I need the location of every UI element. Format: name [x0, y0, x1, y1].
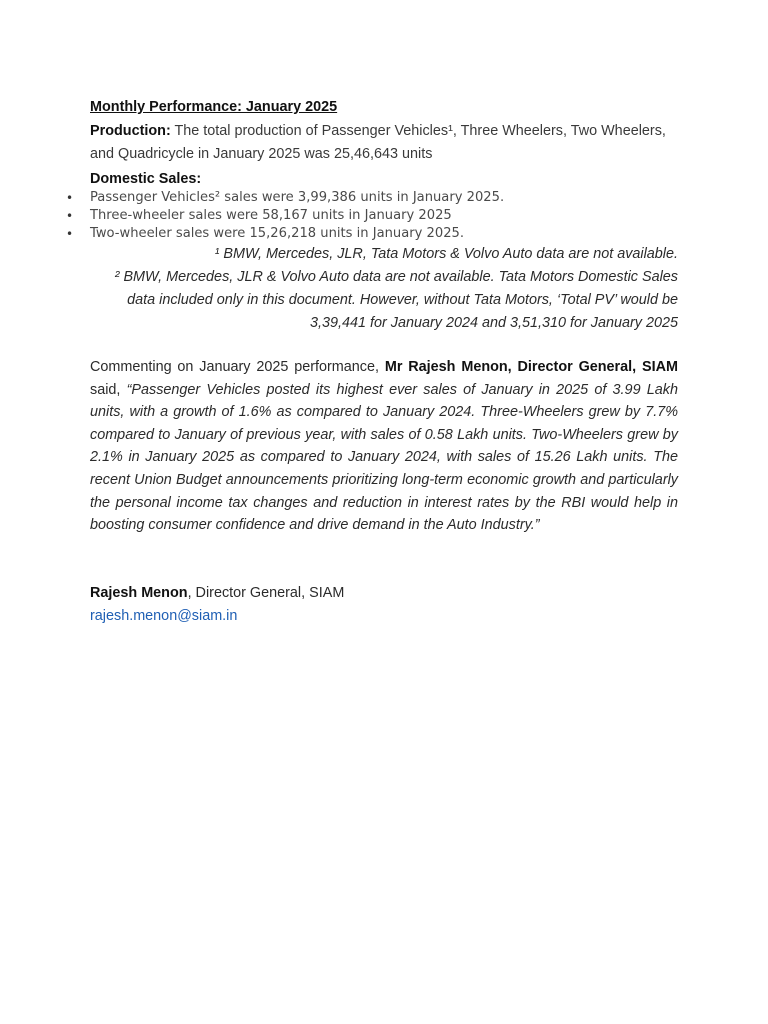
list-item — [66, 225, 678, 243]
section-title: Monthly Performance: January 2025 — [90, 99, 338, 115]
domestic-sales-list — [66, 189, 678, 243]
bullet-icon: • — [66, 191, 74, 205]
list-item-text: Three-wheeler sales were 58,167 units in January 2025 — [90, 208, 452, 223]
domestic-sales-heading: Domestic Sales: — [90, 171, 202, 187]
document-content — [66, 97, 678, 628]
footnote-2: ² BMW, Mercedes, JLR & Volvo Auto data are not available. Tata Motors Domestic Sales data included only in this document. However, without Tata Motors, ‘Total PV’ would be 3,39,441 for January 2024 and 3,51,310 for January 2025 — [114, 269, 678, 331]
list-item — [66, 189, 678, 207]
commentary-quote: “Passenger Vehicles posted its highest ever sales of January in 2025 of 3.99 Lakh units, with a growth of 1.6% as compared to January 2024. Three-Wheelers grew by 7.7% compared to January of previous year, with sales of 0.58 Lakh units. Two-Wheelers grew by 2.1% in January 2025 as compared to January 2024, with sales of 15.26 Lakh units. The recent Union Budget announcements prioritizing long-term economic growth and particularly the personal income tax changes and reduction in interest rates by the RBI would help in boosting consumer confidence and drive demand in the Auto Industry.” — [90, 381, 678, 534]
list-item — [66, 207, 678, 225]
list-item-text: Passenger Vehicles² sales were 3,99,386 units in January 2025. — [90, 190, 505, 205]
bullet-icon: • — [66, 227, 74, 241]
production-label: Production: — [90, 123, 171, 139]
footnote-1: ¹ BMW, Mercedes, JLR, Tata Motors & Volvo Auto data are not available. — [214, 246, 678, 262]
email-link[interactable]: rajesh.menon@siam.in — [90, 607, 238, 624]
commentary-paragraph — [90, 356, 678, 537]
footnotes — [90, 243, 678, 335]
signature-name: Rajesh Menon — [90, 584, 188, 601]
signature-role: , Director General, SIAM — [187, 584, 345, 601]
commentary-intro: Commenting on January 2025 performance, — [90, 359, 385, 375]
signature-block — [90, 582, 678, 628]
signature-line — [90, 582, 678, 605]
list-item-text: Two-wheeler sales were 15,26,218 units in January 2025. — [90, 226, 465, 241]
production-text: The total production of Passenger Vehicles¹, Three Wheelers, Two Wheelers, and Quadricycle in January 2025 was 25,46,643 units — [90, 123, 666, 162]
commentary-speaker: Mr Rajesh Menon, Director General, SIAM — [384, 359, 678, 375]
bullet-icon: • — [66, 209, 74, 223]
commentary-said: said, — [90, 381, 127, 398]
production-paragraph — [90, 120, 678, 165]
